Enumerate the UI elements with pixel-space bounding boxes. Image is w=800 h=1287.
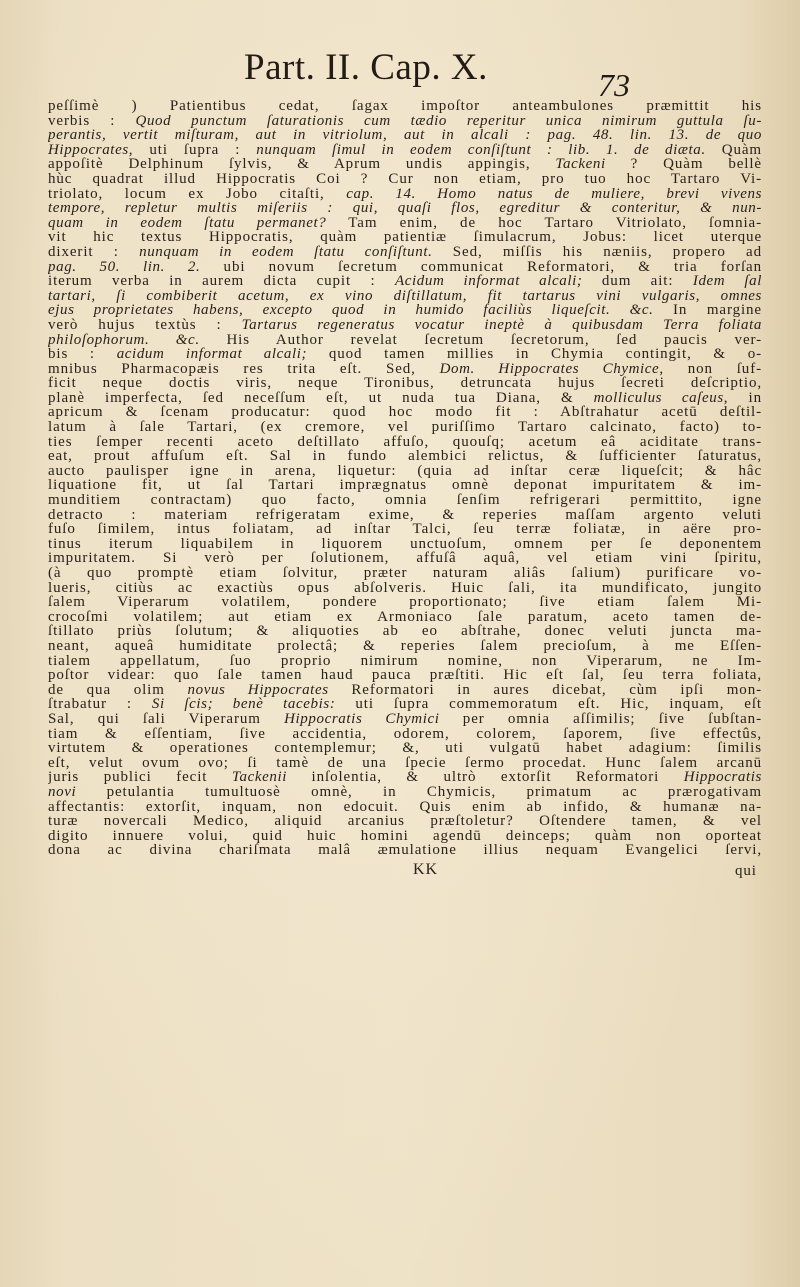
text-line: [48, 333, 762, 348]
text-line: [48, 405, 762, 420]
roman-text: ſtillato priùs ſolutum; & aliquoties ab eo abſtrahe, donec veluti juncta ma-: [48, 624, 762, 639]
text-line: [48, 508, 762, 523]
roman-text: peſſimè ) Patientibus cedat, ſagax impoſtor anteambulones præmittit his: [48, 99, 762, 114]
signature-mark: KK: [413, 861, 439, 878]
roman-text: dona ac divina chariſmata malâ æmulatione illius nequam Evangelici ſervi,: [48, 843, 762, 858]
text-line: [48, 683, 762, 698]
italic-text: acidum informat alcali;: [116, 347, 308, 362]
text-line: [48, 581, 762, 596]
roman-text: Quàm: [705, 142, 762, 158]
roman-text: fuſo ſimilem, intus foliatam, ad inſtar Talci, ſeu terræ foliatæ, in aëre pro-: [48, 522, 762, 537]
text-line: [48, 347, 762, 362]
italic-text: Hippocratis: [683, 770, 762, 785]
roman-text: impuritatem. Si verò per ſolutionem, affuſâ aquâ, vel etiam vini ſpiritu,: [48, 551, 762, 566]
roman-text: dum ait:: [582, 274, 693, 289]
roman-text: affectantis: extorſit, inquam, non edocuit. Quis enim ab infido, & humanæ na-: [48, 799, 762, 815]
roman-text: ſtrabatur :: [48, 697, 152, 712]
italic-text: tartari, ſi combiberit acetum, ex vino diſtillatum, fit tartarus vini vulgaris, omnes: [48, 288, 762, 304]
roman-text: His Author revelat ſecretum ſecretorum, ſed paucis ver-: [199, 332, 762, 348]
roman-text: lueris, citiùs ac exactiùs opus abſolveris. Huic ſali, ita mundificato, jungito: [48, 580, 762, 596]
roman-text: planè imperfecta, ſed neceſſum eſt, ut nuda tua Diana, &: [48, 390, 594, 406]
text-line: [48, 537, 762, 552]
roman-text: appoſitè Delphinum ſylvis, & Aprum undis appingis,: [48, 157, 556, 172]
italic-text: molliculus caſeus: [593, 390, 724, 406]
italic-text: nunquam ſimul in eodem conſiſtunt : lib. 1. de diæta.: [256, 142, 706, 158]
italic-text: Tackenii: [231, 770, 287, 785]
text-line: [48, 610, 762, 625]
roman-text: juris publici fecit: [48, 770, 232, 785]
italic-text: ejus proprietates habens, excepto quod in humido faciliùs liqueſcit. &c.: [48, 303, 654, 318]
italic-text: Hippocratis Chymici: [284, 711, 440, 727]
text-line: [48, 216, 762, 231]
text-line: [48, 697, 762, 712]
roman-text: turæ novercali Medico, aliquid arcanius præſtoletur? Oſtendere tamen, & vel: [48, 814, 762, 829]
roman-text: iterum verba in aurem dicta cupit :: [48, 274, 395, 289]
roman-text: petulantia tumultuosè omnè, in Chymicis, primatum ac prærogativam: [76, 784, 762, 800]
italic-text: quam in eodem ſtatu permanet?: [48, 215, 327, 231]
text-line: [48, 230, 762, 245]
text-line: [48, 114, 762, 129]
roman-text: ſalem Viperarum volatilem, pondere proportionato; ſive etiam ſalem Mi-: [48, 595, 762, 610]
text-line: [48, 829, 762, 844]
text-line: [48, 727, 762, 742]
text-line: [48, 274, 762, 289]
text-line: [48, 157, 762, 172]
text-line: [48, 245, 762, 260]
text-line: [48, 639, 762, 654]
roman-text: Sal, qui ſali Viperarum: [48, 711, 285, 727]
roman-text: aucto paulisper igne in arena, liquetur: (quia ad inſtar ceræ liqueſcit; & hâc: [48, 463, 762, 479]
italic-text: cap. 14. Homo natus de muliere, brevi vivens: [346, 186, 762, 202]
text-line: [48, 420, 762, 435]
text-line: [48, 128, 762, 143]
italic-text: Idem ſal: [692, 274, 762, 289]
text-line: [48, 493, 762, 508]
roman-text: tinus iterum liquabilem in liquorem unctuoſum, omnem per ſe deponentem: [48, 536, 762, 552]
italic-text: Tartarus regeneratus vocatur ineptè à quibusdam Terra foliata: [241, 317, 762, 333]
roman-text: verò hujus textùs :: [48, 317, 242, 333]
roman-text: de qua olim: [48, 682, 188, 698]
italic-text: Dom. Hippocrates Chymice: [439, 361, 660, 377]
text-line: [48, 362, 762, 377]
roman-text: dixerit :: [48, 244, 140, 260]
text-line: [48, 843, 762, 858]
roman-text: liquatione fit, ut ſal Tartari imprægnatus omnè deponat impuritatem & im-: [48, 478, 762, 494]
catchword: qui: [735, 863, 757, 879]
roman-text: verbis :: [48, 113, 136, 129]
text-line: [48, 668, 762, 683]
roman-text: Reformatori in aures dicebat, cùm ipſi mon-: [328, 682, 762, 698]
text-line: [48, 785, 762, 800]
roman-text: tiam & eſſentiam, ſive accidentia, odorem, colorem, ſaporem, ſive effectûs,: [48, 726, 762, 742]
roman-text: hùc quadrat illud Hippocratis Coi ? Cur non etiam, pro tuo hoc Tartaro Vi-: [48, 171, 762, 187]
text-line: [48, 624, 762, 639]
roman-text: ubi novum ſecretum communicat Reformatori, & tria forſan: [200, 259, 762, 275]
roman-text: bis :: [48, 347, 117, 362]
roman-text: poſtor videar: quo ſale tamen haud pauca præſtiti. Hic eſt ſal, ſeu terra foliata,: [48, 668, 762, 683]
text-line: [48, 391, 762, 406]
roman-text: vit hic textus Hippocratis, quàm patientiæ ſimulacrum, Jobus: licet uterque: [48, 230, 762, 245]
text-line: [48, 712, 762, 727]
text-line: [48, 260, 762, 275]
text-line: [48, 376, 762, 391]
roman-text: Tam enim, de hoc Tartaro Vitriolato, ſomnia-: [326, 215, 762, 231]
text-line: [48, 172, 762, 187]
roman-text: In margine: [653, 303, 762, 318]
italic-text: Si ſcis; benè tacebis:: [151, 697, 336, 712]
running-head: Part. II. Cap. X.: [244, 47, 488, 88]
roman-text: (à quo promptè etiam ſolvitur, præter naturam aliâs ſalium) purificare vo-: [48, 566, 762, 581]
roman-text: crocoſmi volatilem; aut etiam ex Armoniaco ſale paratum, aceto tamen de-: [48, 609, 762, 625]
italic-text: nunquam in eodem ſtatu conſiſtunt.: [139, 244, 433, 260]
text-line: [48, 566, 762, 581]
text-line: [48, 814, 762, 829]
roman-text: eat, prout affuſum eſt. Sal in fundo alembici relictus, & ſufficienter ſaturatus,: [48, 449, 762, 464]
roman-text: mnibus Pharmacopæis res trita eſt. Sed,: [48, 361, 440, 377]
page-number: 73: [598, 67, 630, 103]
italic-text: Acidum informat alcali;: [394, 274, 583, 289]
roman-text: neant, aqueâ humiditate prolectâ; & reperies ſalem precioſum, à me Eſſen-: [48, 638, 762, 654]
roman-text: virtutem & operationes contemplemur; &, uti vulgatū habet adagium: ſimilis: [48, 741, 762, 756]
text-line: [48, 201, 762, 216]
italic-text: Quod punctum ſaturationis cum tædio reperitur unica nimirum guttula ſu-: [135, 113, 762, 129]
text-line: [48, 435, 762, 450]
roman-text: eſt, velut ovum ovo; ſi tamè de una ſpecie ſermo procedat. Hunc ſalem arcanū: [48, 755, 762, 771]
text-line: [48, 522, 762, 537]
text-line: [48, 187, 762, 202]
roman-text: , non ſuf-: [659, 361, 762, 377]
roman-text: digito innuere volui, quid huic homini agendū deinceps; quàm non oporteat: [48, 828, 762, 844]
text-line: [48, 303, 762, 318]
text-line: [48, 595, 762, 610]
italic-text: pag. 50. lin. 2.: [48, 259, 201, 275]
text-line: [48, 770, 762, 785]
italic-text: tempore, repletur multis miſeriis : qui, quaſi flos, egreditur & conteritur, & nun-: [48, 201, 762, 216]
italic-text: novi: [48, 784, 77, 800]
italic-text: novus Hippocrates: [187, 682, 329, 698]
roman-text: munditiem contractam) quo facto, omnia ſenſim refrigerari permittito, igne: [48, 493, 762, 508]
text-line: [48, 654, 762, 669]
body-text: [48, 99, 762, 858]
roman-text: quod tamen millies in Chymia contingit, & o-: [307, 347, 762, 362]
roman-text: ties ſemper recenti aceto deſtillato affuſo, quouſq; acetum eâ aciditate trans-: [48, 434, 762, 450]
italic-text: Tackeni: [555, 157, 606, 172]
roman-text: , uti ſupra :: [128, 142, 257, 158]
italic-text: perantis, vertit miſturam, aut in vitriolum, aut in alcali : pag. 48. lin. 13. de quo: [48, 128, 762, 143]
text-line: [48, 143, 762, 158]
italic-text: philoſophorum. &c.: [48, 332, 200, 348]
roman-text: latum à ſale Tartari, (ex cremore, vel puriſſimo Tartaro calcinato, facto) to-: [48, 420, 762, 435]
text-line: [48, 99, 762, 114]
text-line: [48, 756, 762, 771]
roman-text: detracto : materiam refrigeratam exime, & reperies maſſam argento veluti: [48, 507, 762, 523]
roman-text: Sed, miſſis his næniis, propero ad: [432, 244, 762, 260]
text-line: [48, 741, 762, 756]
roman-text: ? Quàm bellè: [605, 157, 762, 172]
text-line: [48, 800, 762, 815]
roman-text: uti ſupra commemoratum eſt. Hic, inquam, eſt: [335, 697, 762, 712]
text-line: [48, 551, 762, 566]
text-line: [48, 289, 762, 304]
roman-text: triolato, locum ex Jobo citaſti,: [48, 186, 347, 202]
italic-text: Hippocrates: [48, 142, 129, 158]
roman-text: tialem appellatum, ſuo proprio nimirum nomine, non Viperarum, ne Im-: [48, 653, 762, 669]
roman-text: , in: [723, 390, 762, 406]
roman-text: per omnia aſſimilis; ſive ſubſtan-: [439, 711, 762, 727]
roman-text: ficit neque doctis viris, neque Tironibus, detruncata hujus ſecreti deſcriptio,: [48, 376, 762, 391]
text-line: [48, 478, 762, 493]
text-line: [48, 464, 762, 479]
roman-text: apricum & ſcenam producatur: quod hoc modo fit : Abſtrahatur acetū deſtil-: [48, 405, 762, 421]
roman-text: inſolentia, & ultrò extorſit Reformatori: [287, 770, 684, 785]
text-line: [48, 449, 762, 464]
text-line: [48, 318, 762, 333]
